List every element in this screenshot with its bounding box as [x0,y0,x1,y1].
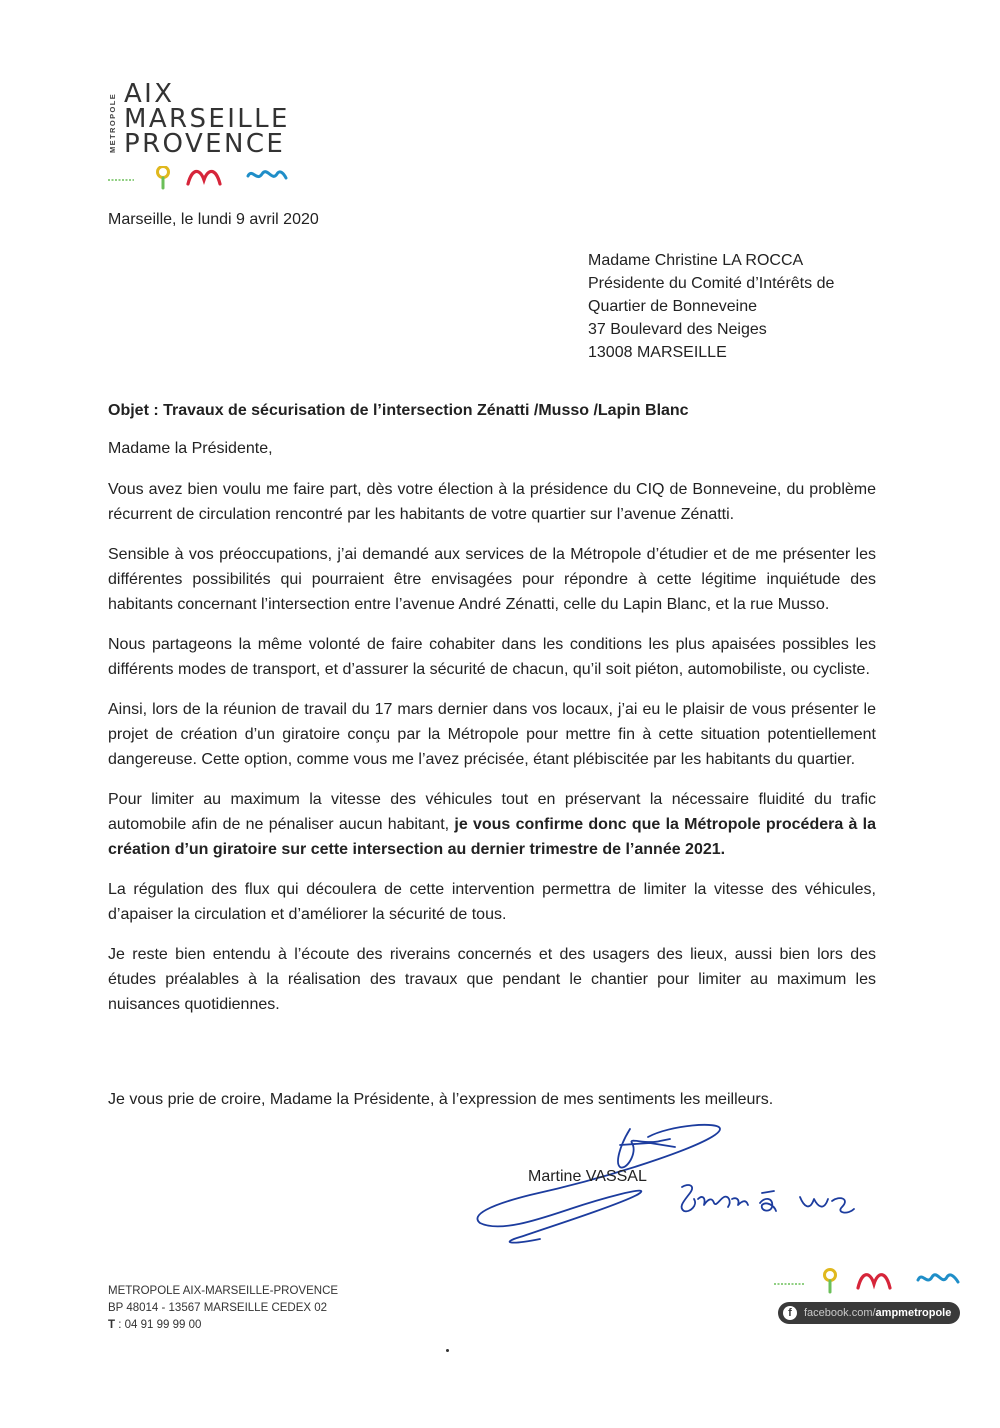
body-paragraph: Nous partageons la même volonté de faire cohabiter dans les conditions les plus apaisées possibles les différents modes de transport, et d’assurer la sécurité de chacun, qu’il soit piéton, automobiliste, ou cycliste. [108,636,876,678]
decision-bold-text: je vous confirme donc que la Métropole procédera à la création d’un giratoire sur cette intersection au dernier trimestre de l’année 2021. [108,816,877,858]
logo-symbols-icon [108,166,298,192]
letter-body [108,477,876,1032]
footer-address [108,1283,338,1334]
footer-symbols-icon [770,1268,965,1296]
logo-line-aix: AIX [124,79,175,109]
body-paragraph-decision [108,787,876,862]
facebook-handle: ampmetropole [875,1307,952,1319]
logo-wordmark [124,79,290,159]
decision-plain-text: Pour limiter au maximum la vitesse des véhicules tout en préservant la nécessaire fluidité du trafic automobile afin de ne pénaliser aucun habitant, [108,791,876,833]
body-paragraph: Vous avez bien voulu me faire part, dès votre élection à la présidence du CIQ de Bonneveine, du problème récurrent de circulation rencontré par les habitants de votre quartier sur l’avenue Zénatti. [108,481,876,523]
letter-subject: Objet : Travaux de sécurisation de l’intersection Zénatti /Musso /Lapin Blanc [108,402,689,419]
letter-salutation: Madame la Présidente, [108,440,273,457]
phone-label: T [108,1319,116,1331]
body-paragraph: Je reste bien entendu à l’écoute des riverains concernés et des usagers des lieux, aussi bien lors des études préalables à la réalisation des travaux que pendant le chantier pour limiter au maximum les nuisances quotidiennes. [108,946,876,1013]
facebook-link[interactable] [778,1302,960,1324]
signer-name: Martine VASSAL [528,1168,647,1185]
body-paragraph: Ainsi, lors de la réunion de travail du 17 mars dernier dans vos locaux, j’ai eu le plaisir de vous présenter le projet de création d’un giratoire conçu par la Métropole pour mettre fin à cette situation potentiellement dangereuse. Cette option, comme vous me l’avez précisée, étant plébiscitée par les habitants du quartier. [108,701,876,768]
footer-line: BP 48014 - 13567 MARSEILLE CEDEX 02 [108,1302,328,1314]
facebook-icon: f [783,1306,797,1320]
footer-line: METROPOLE AIX-MARSEILLE-PROVENCE [108,1285,339,1297]
body-paragraph: Sensible à vos préoccupations, j’ai demandé aux services de la Métropole d’étudier et de me présenter les différentes possibilités qui pourraient être envisagées pour répondre à cette légitime inquiétude des habitants concernant l’intersection entre l’avenue André Zénatti, celle du Lapin Blanc, et la rue Musso. [108,546,876,613]
logo-vertical-text: METROPOLE [108,92,117,154]
logo-line-marseille: MARSEILLE [124,104,290,134]
phone-value: : 04 91 99 99 00 [115,1319,202,1331]
recipient-line: Quartier de Bonneveine [588,298,757,315]
recipient-line: 13008 MARSEILLE [588,344,727,361]
metropole-logo [108,80,308,190]
recipient-line: 37 Boulevard des Neiges [588,321,767,338]
letter-closing: Je vous prie de croire, Madame la Présidente, à l’expression de mes sentiments les meilleurs. [108,1091,774,1108]
recipient-line: Présidente du Comité d’Intérêts de [588,275,835,292]
footer-phone [108,1317,338,1334]
recipient-address [588,249,834,364]
letter-date: Marseille, le lundi 9 avril 2020 [108,211,319,228]
facebook-prefix: facebook.com/ [804,1307,876,1319]
body-paragraph: La régulation des flux qui découlera de cette intervention permettra de limiter la vitesse des véhicules, d’apaiser la circulation et d’améliorer la sécurité de tous. [108,881,876,923]
scan-speck [446,1349,449,1352]
facebook-url [804,1302,951,1324]
logo-line-provence: PROVENCE [124,129,286,159]
recipient-line: Madame Christine LA ROCCA [588,252,804,269]
